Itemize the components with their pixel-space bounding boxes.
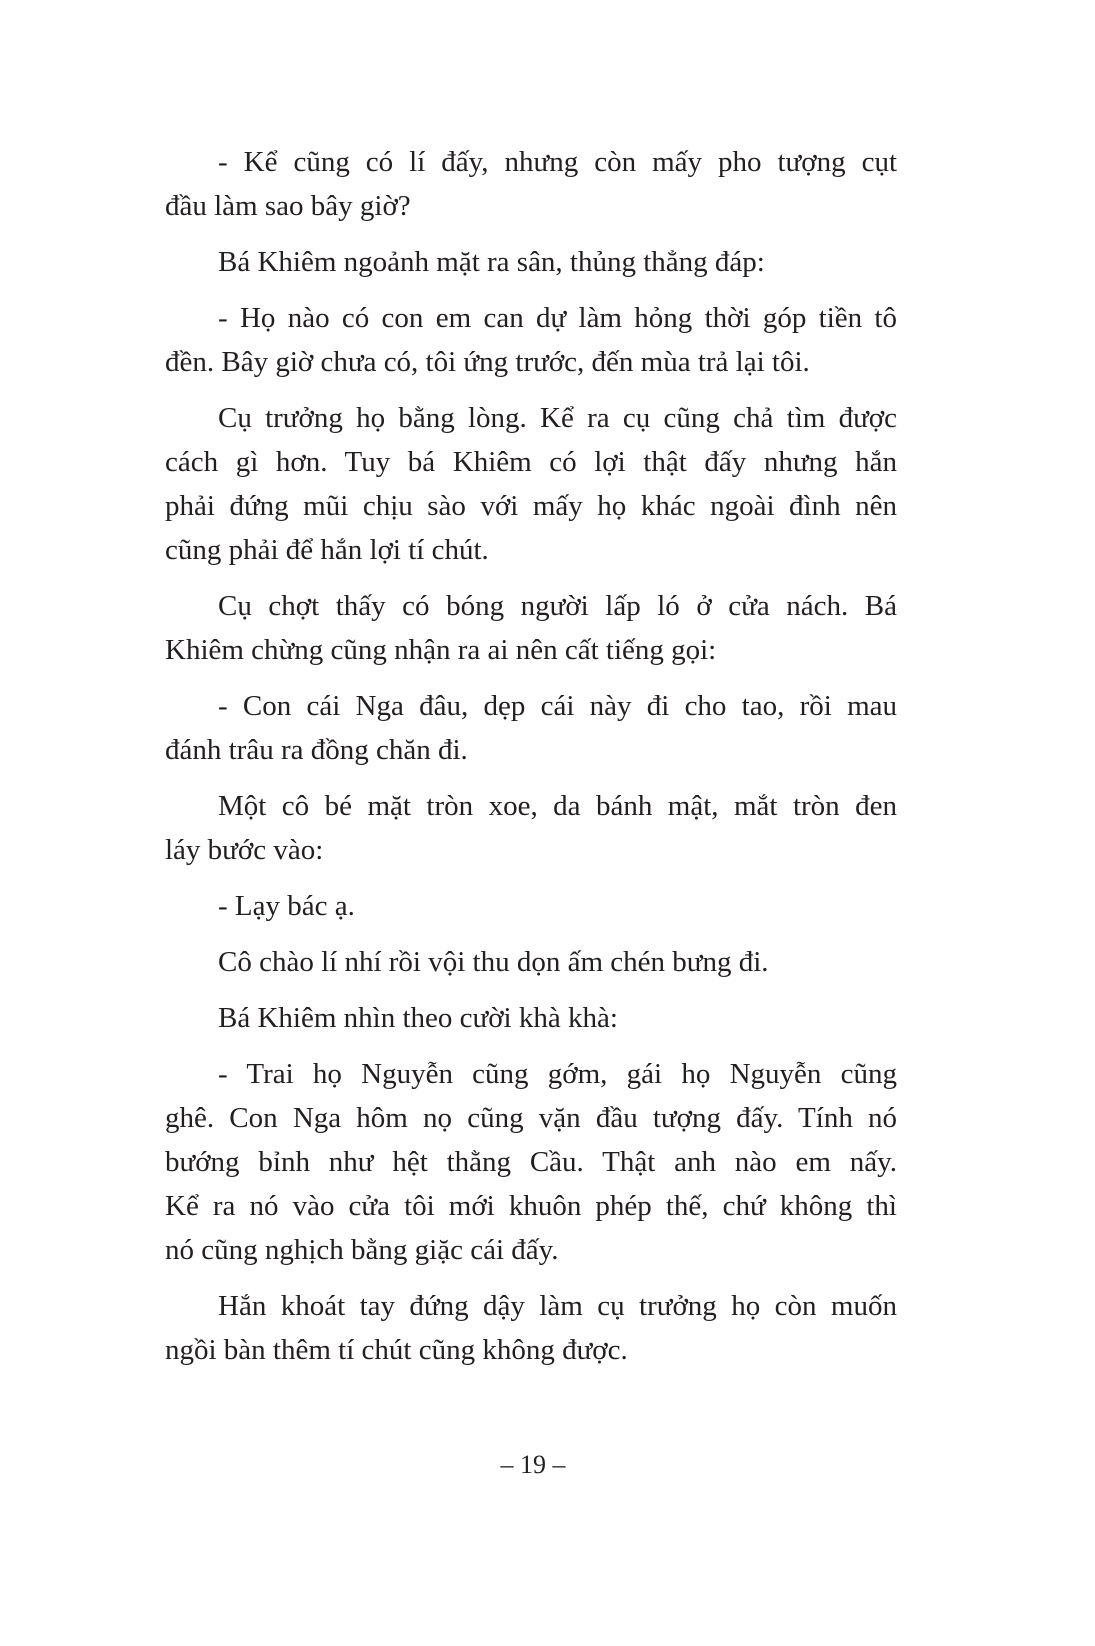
text-line: Kể ra nó vào cửa tôi mới khuôn phép thế, chứ không thì: [165, 1190, 897, 1222]
paragraph: [165, 996, 897, 1040]
text-line: - Kể cũng có lí đấy, nhưng còn mấy pho tượng cụt: [218, 146, 897, 178]
paragraph: [165, 296, 897, 384]
paragraph: [165, 1052, 897, 1272]
text-line: Hắn khoát tay đứng dậy làm cụ trưởng họ còn muốn: [218, 1290, 897, 1322]
text-line: ghê. Con Nga hôm nọ cũng vặn đầu tượng đấy. Tính nó: [165, 1102, 897, 1134]
paragraph: [165, 884, 897, 928]
text-line: Bá Khiêm ngoảnh mặt ra sân, thủng thẳng đáp:: [218, 246, 765, 278]
text-line: Cụ trưởng họ bằng lòng. Kể ra cụ cũng chả tìm được: [218, 402, 897, 434]
text-line: Một cô bé mặt tròn xoe, da bánh mật, mắt tròn đen: [218, 790, 897, 822]
text-line: - Trai họ Nguyễn cũng gớm, gái họ Nguyễn cũng: [218, 1058, 897, 1090]
text-line: láy bước vào:: [165, 834, 324, 866]
text-line: Khiêm chừng cũng nhận ra ai nên cất tiếng gọi:: [165, 634, 717, 666]
text-line: cũng phải để hắn lợi tí chút.: [165, 534, 489, 566]
body-text: [165, 140, 897, 1384]
text-line: đánh trâu ra đồng chăn đi.: [165, 734, 468, 766]
paragraph: [165, 940, 897, 984]
text-line: phải đứng mũi chịu sào với mấy họ khác ngoài đình nên: [165, 490, 897, 522]
paragraph: [165, 784, 897, 872]
page-number: – 19 –: [500, 1450, 566, 1479]
text-line: ngồi bàn thêm tí chút cũng không được.: [165, 1334, 628, 1366]
text-line: nó cũng nghịch bằng giặc cái đấy.: [165, 1234, 559, 1266]
text-line: bướng bỉnh như hệt thằng Cầu. Thật anh nào em nấy.: [165, 1146, 897, 1178]
paragraph: [165, 240, 897, 284]
text-line: Bá Khiêm nhìn theo cười khà khà:: [218, 1002, 618, 1034]
paragraph: [165, 1284, 897, 1372]
text-line: - Con cái Nga đâu, dẹp cái này đi cho tao, rồi mau: [218, 690, 897, 722]
text-line: - Họ nào có con em can dự làm hỏng thời góp tiền tô: [218, 302, 897, 334]
text-line: Cô chào lí nhí rồi vội thu dọn ấm chén bưng đi.: [218, 946, 769, 978]
paragraph: [165, 684, 897, 772]
text-line: đền. Bây giờ chưa có, tôi ứng trước, đến mùa trả lại tôi.: [165, 346, 810, 378]
text-line: đầu làm sao bây giờ?: [165, 190, 411, 222]
text-line: Cụ chợt thấy có bóng người lấp ló ở cửa nách. Bá: [218, 590, 897, 622]
paragraph: [165, 396, 897, 572]
text-line: - Lạy bác ạ.: [218, 890, 355, 922]
text-line: cách gì hơn. Tuy bá Khiêm có lợi thật đấy nhưng hắn: [165, 446, 897, 478]
paragraph: [165, 140, 897, 228]
paragraph: [165, 584, 897, 672]
